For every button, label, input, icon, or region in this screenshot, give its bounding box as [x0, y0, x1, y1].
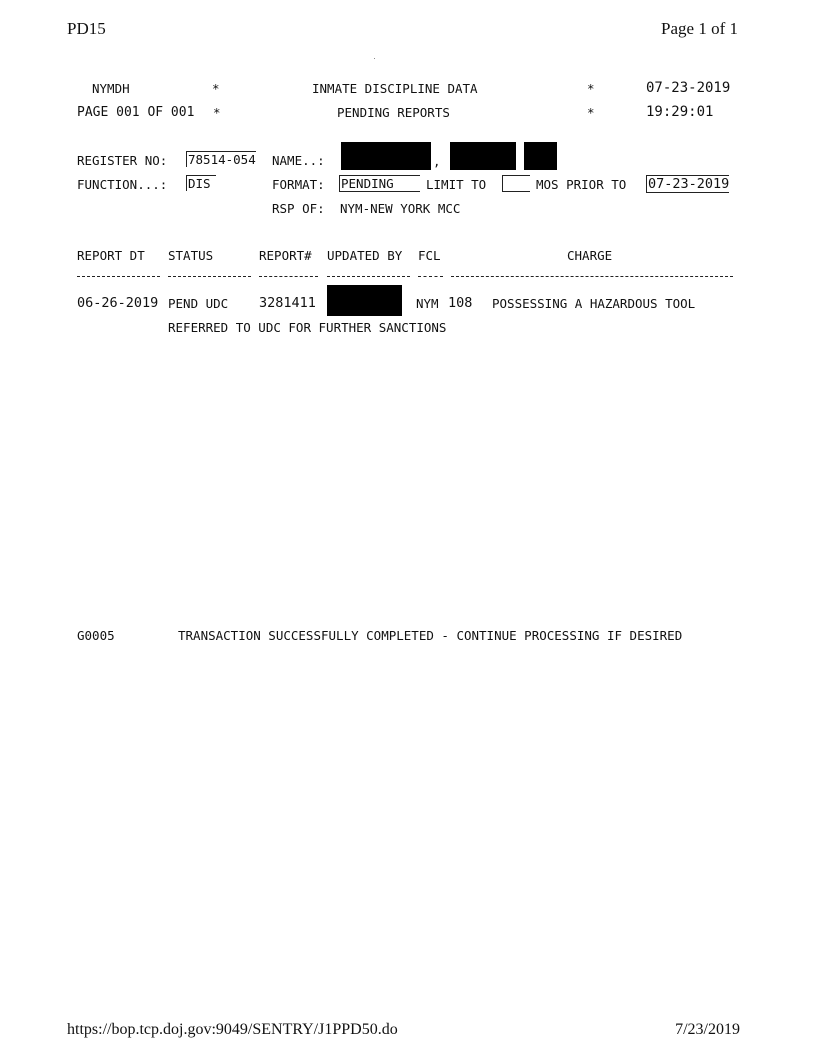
- separator-dashes: [77, 276, 160, 277]
- header-star: *: [587, 105, 595, 120]
- register-label: REGISTER NO:: [77, 153, 168, 168]
- format-label: FORMAT:: [272, 177, 325, 192]
- cell-report-no: 3281411: [259, 295, 316, 311]
- redacted-updated-by: [327, 285, 402, 316]
- screen-date: 07-23-2019: [646, 80, 731, 96]
- redacted-first-name: [450, 142, 516, 170]
- cell-charge: POSSESSING A HAZARDOUS TOOL: [492, 296, 696, 311]
- mos-prior-label: MOS PRIOR TO: [536, 177, 627, 192]
- col-header-updated-by: UPDATED BY: [327, 248, 403, 263]
- redacted-last-name: [341, 142, 431, 170]
- col-header-charge: CHARGE: [567, 248, 613, 263]
- col-header-status: STATUS: [168, 248, 214, 263]
- system-code: NYMDH: [92, 81, 130, 96]
- separator-dashes: [451, 276, 733, 277]
- prior-date-field[interactable]: 07-23-2019: [648, 176, 730, 192]
- function-label: FUNCTION...:: [77, 177, 168, 192]
- message-text: TRANSACTION SUCCESSFULLY COMPLETED - CONTINUE PROCESSING IF DESIRED: [178, 628, 683, 643]
- col-header-fcl: FCL: [418, 248, 441, 263]
- footer-url: https://bop.tcp.doj.gov:9049/SENTRY/J1PPD50.do: [67, 1021, 398, 1038]
- scan-speck: [374, 58, 375, 59]
- name-label: NAME..:: [272, 153, 325, 168]
- form-id: PD15: [67, 19, 106, 38]
- screen-time: 19:29:01: [646, 104, 714, 120]
- separator-dashes: [418, 276, 443, 277]
- cell-note: REFERRED TO UDC FOR FURTHER SANCTIONS: [168, 320, 447, 335]
- header-star: *: [212, 81, 220, 96]
- cell-report-dt: 06-26-2019: [77, 295, 159, 311]
- name-separator: ,: [433, 154, 441, 169]
- register-field[interactable]: 78514-054: [188, 152, 256, 167]
- separator-dashes: [259, 276, 318, 277]
- separator-dashes: [327, 276, 410, 277]
- cell-code: 108: [448, 295, 473, 311]
- header-star: *: [587, 81, 595, 96]
- rsp-value: NYM-NEW YORK MCC: [340, 201, 461, 216]
- separator-dashes: [168, 276, 251, 277]
- function-field[interactable]: DIS: [186, 175, 216, 191]
- page-label: PAGE 001 OF 001: [77, 105, 195, 120]
- header-star: *: [213, 105, 221, 120]
- cell-status: PEND UDC: [168, 296, 229, 311]
- screen-title: INMATE DISCIPLINE DATA: [312, 81, 478, 96]
- page-indicator: Page 1 of 1: [661, 19, 738, 38]
- screen-subtitle: PENDING REPORTS: [337, 105, 450, 120]
- limit-months-field[interactable]: [502, 175, 530, 192]
- rsp-label: RSP OF:: [272, 201, 325, 216]
- col-header-report-dt: REPORT DT: [77, 248, 145, 263]
- col-header-report-no: REPORT#: [259, 248, 312, 263]
- format-field[interactable]: PENDING: [339, 175, 420, 192]
- message-code: G0005: [77, 628, 115, 643]
- redacted-middle-name: [524, 142, 557, 170]
- footer-date: 7/23/2019: [675, 1021, 740, 1038]
- cell-fcl: NYM: [416, 296, 439, 311]
- limit-label: LIMIT TO: [426, 177, 487, 192]
